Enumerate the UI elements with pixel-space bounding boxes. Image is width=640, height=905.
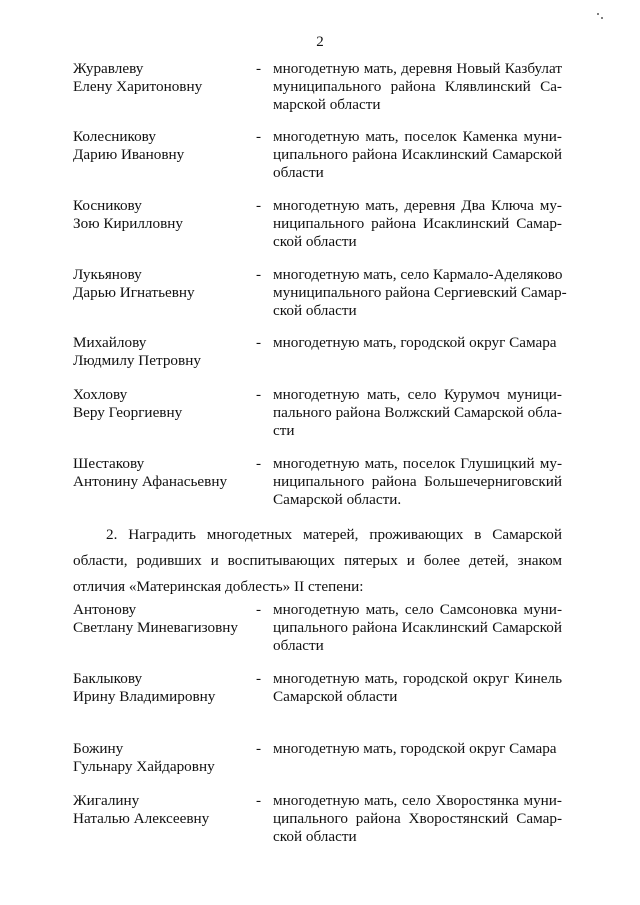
desc-line: многодетную мать, деревня Два Ключа му- <box>273 197 562 214</box>
name-line: Шестакову <box>73 455 145 472</box>
recipient-description <box>273 266 567 320</box>
name-line: Людмилу Петровну <box>73 352 201 369</box>
award-entry <box>0 455 640 515</box>
recipient-name <box>73 128 258 164</box>
dash: - <box>256 670 262 687</box>
section-paragraph <box>73 522 562 600</box>
recipient-name <box>73 455 258 491</box>
name-line: Елену Харитоновну <box>73 78 203 95</box>
desc-line: многодетную мать, село Курумоч муници- <box>273 386 562 403</box>
name-line: Наталью Алексеевну <box>73 810 210 827</box>
dash: - <box>256 266 262 283</box>
name-line: Божину <box>73 740 124 757</box>
award-entry <box>0 266 640 326</box>
desc-line: муниципального района Клявлинский Са- <box>273 78 562 95</box>
desc-line: многодетную мать, поселок Каменка муни- <box>273 128 562 145</box>
paragraph-line: 2. Наградить многодетных матерей, проживающих в Самарской <box>106 526 562 543</box>
desc-line: муниципального района Сергиевский Самар- <box>273 284 567 301</box>
dash: - <box>256 386 262 403</box>
recipient-name <box>73 197 258 233</box>
recipient-name <box>73 386 258 422</box>
desc-line: сти <box>273 422 295 439</box>
recipient-name <box>73 60 258 96</box>
recipient-description <box>273 128 562 182</box>
paragraph-line: области, родивших и воспитывающих пятерых и более детей, знаком <box>73 552 562 569</box>
recipient-description <box>273 197 562 251</box>
dash: - <box>256 197 262 214</box>
name-line: Антонову <box>73 601 137 618</box>
desc-line: ципального района Хворостянский Самар- <box>273 810 562 827</box>
name-line: Михайлову <box>73 334 147 351</box>
award-entry <box>0 670 640 730</box>
name-line: Дарию Ивановну <box>73 146 185 163</box>
dash: - <box>256 455 262 472</box>
name-line: Лукьянову <box>73 266 142 283</box>
desc-line: многодетную мать, городской округ Самара <box>273 334 557 351</box>
page-number: 2 <box>316 34 324 50</box>
name-line: Ирину Владимировну <box>73 688 216 705</box>
paragraph-line: отличия «Материнская доблесть» II степени: <box>73 578 364 595</box>
desc-line: ской области <box>273 302 357 319</box>
recipient-name <box>73 266 258 302</box>
award-entry <box>0 60 640 120</box>
desc-line: ципального района Исаклинский Самарской <box>273 146 562 163</box>
name-line: Гульнару Хайдаровну <box>73 758 215 775</box>
desc-line: многодетную мать, городской округ Самара <box>273 740 557 757</box>
recipient-description <box>273 60 562 114</box>
recipient-description <box>273 455 562 509</box>
desc-line: многодетную мать, городской округ Кинель <box>273 670 562 687</box>
recipient-description <box>273 386 562 440</box>
award-entry <box>0 128 640 188</box>
award-entry <box>0 792 640 852</box>
scan-speck <box>597 13 599 15</box>
desc-line: Самарской области. <box>273 491 402 508</box>
desc-line: пального района Волжский Самарской обла- <box>273 404 562 421</box>
name-line: Колесникову <box>73 128 156 145</box>
recipient-name <box>73 740 258 776</box>
award-entry <box>0 740 640 800</box>
recipient-description <box>273 740 562 758</box>
award-entry <box>0 601 640 661</box>
recipient-name <box>73 670 258 706</box>
dash: - <box>256 740 262 757</box>
desc-line: многодетную мать, село Кармало-Аделяково <box>273 266 563 283</box>
dash: - <box>256 60 262 77</box>
dash: - <box>256 334 262 351</box>
name-line: Баклыкову <box>73 670 143 687</box>
desc-line: многодетную мать, село Хворостянка муни- <box>273 792 562 809</box>
desc-line: ниципального района Большечерниговский <box>273 473 562 490</box>
desc-line: Самарской области <box>273 688 398 705</box>
recipient-description <box>273 334 562 352</box>
award-entry <box>0 386 640 446</box>
award-entry <box>0 197 640 257</box>
name-line: Светлану Миневагизовну <box>73 619 239 636</box>
recipient-description <box>273 670 562 706</box>
dash: - <box>256 601 262 618</box>
desc-line: ской области <box>273 233 357 250</box>
dash: - <box>256 792 262 809</box>
name-line: Жигалину <box>73 792 140 809</box>
desc-line: многодетную мать, село Самсоновка муни- <box>273 601 562 618</box>
name-line: Антонину Афанасьевну <box>73 473 228 490</box>
name-line: Дарью Игнатьевну <box>73 284 195 301</box>
name-line: Косникову <box>73 197 142 214</box>
name-line: Хохлову <box>73 386 128 403</box>
desc-line: ниципального района Исаклинский Самар- <box>273 215 562 232</box>
recipient-description <box>273 601 562 655</box>
scan-speck <box>601 17 603 19</box>
desc-line: марской области <box>273 96 381 113</box>
desc-line: многодетную мать, поселок Глушицкий му- <box>273 455 562 472</box>
desc-line: области <box>273 164 324 181</box>
recipient-name <box>73 792 258 828</box>
dash: - <box>256 128 262 145</box>
recipient-description <box>273 792 562 846</box>
desc-line: области <box>273 637 324 654</box>
recipient-name <box>73 601 258 637</box>
award-entry <box>0 334 640 394</box>
desc-line: ской области <box>273 828 357 845</box>
recipient-name <box>73 334 258 370</box>
name-line: Журавлеву <box>73 60 144 77</box>
desc-line: многодетную мать, деревня Новый Казбулат <box>273 60 562 77</box>
name-line: Веру Георгиевну <box>73 404 183 421</box>
name-line: Зою Кирилловну <box>73 215 183 232</box>
desc-line: ципального района Исаклинский Самарской <box>273 619 562 636</box>
